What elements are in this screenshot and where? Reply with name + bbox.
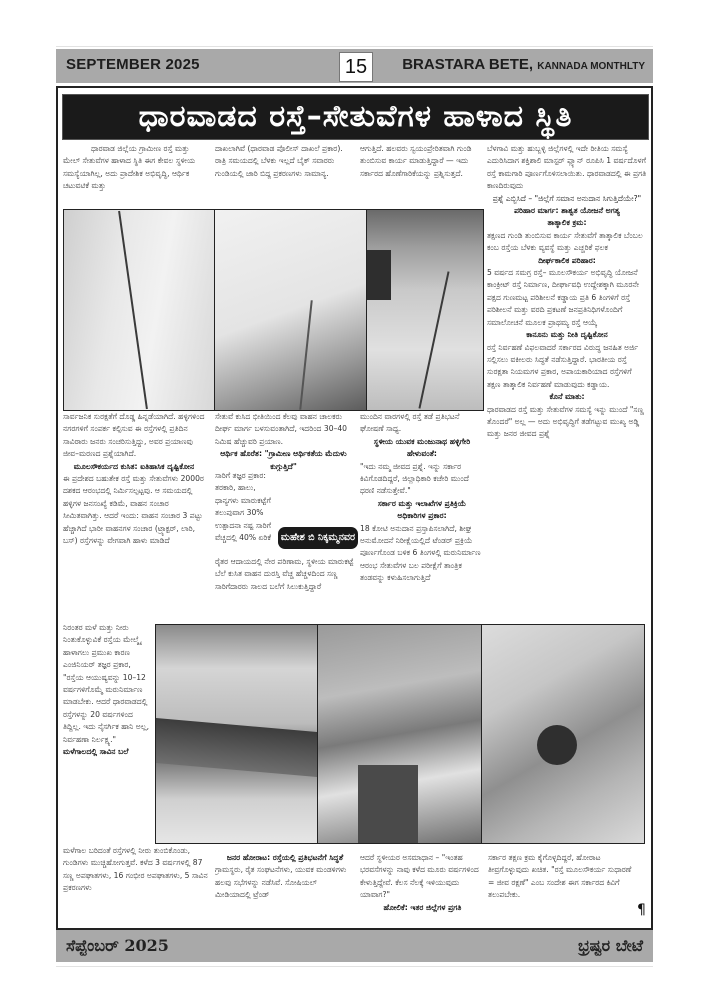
paragraph: ರಸ್ತೆ ನಿರ್ವಹಣೆ ವಿಫಲವಾದರೆ ಸರ್ಕಾರದ ವಿರುದ್ಧ ಜನಹಿತ ಅರ್ಜಿ ಸಲ್ಲಿಸಲು ವಕೀಲರು ಸಿದ್ಧತೆ ನಡೆಸುತ್ತಿದ್ದಾರೆ. ಭಾರತೀಯ ರಸ್ತೆ ಸುರಕ್ಷತಾ ನಿಯಮಗಳ ಪ್ರಕಾರ, ಅಪಾಯಕಾರಿಯಾದ ರಸ್ತೆಗಳಿಗೆ ತಕ್ಷಣ ತಾತ್ಕಾಲಿಕ ನಿರ್ವಹಣೆ ಮಾಡುವುದು ಕಡ್ಡಾಯ. <box>487 342 639 389</box>
paragraph: 18 ಕೋಟಿ ಅನುದಾನ ಪ್ರಸ್ತಾಪಿಸಲಾಗಿದೆ, ಶೀಘ್ರ ಅನುಮೋದನೆ ನಿರೀಕ್ಷೆಯಲ್ಲಿದೆ ಟೆಂಡರ್ ಪ್ರಕ್ರಿಯೆ ಪೂರ್ಣಗೊಂಡ ಬಳಿಕ 6 ತಿಂಗಳಲ್ಲಿ ಮರುನಿರ್ಮಾಣ ಆರಂಭ ಸೇತುವೆಗಳ ಬಲ ಪರೀಕ್ಷೆಗೆ ತಾಂತ್ರಿಕ ತಂಡವನ್ನು ಕಳುಹಿಸಲಾಗುತ್ತಿದೆ <box>360 523 481 583</box>
paragraph: ನಿರಂತರ ಮಳೆ ಮತ್ತು ನೀರು ನಿಂತುಕೊಳ್ಳುವಿಕೆ ರಸ್ತೆಯ ಮೇಲ್ಮೈ ಹಾಳಾಗಲು ಪ್ರಮುಖ ಕಾರಣ <box>63 623 141 657</box>
photo-damaged-road-with-tractor <box>366 209 484 411</box>
subheading-solution: ಪರಿಹಾರ ಮಾರ್ಗ: ಶಾಶ್ವತ ಯೋಜನೆ ಅಗತ್ಯ <box>514 206 620 216</box>
crack-line <box>299 300 312 410</box>
publication-name: BRASTARA BETE, <box>402 56 534 73</box>
subheading-final-word: ಕೊನೆ ಮಾತು: <box>549 392 585 402</box>
paragraph: ತಕ್ಷಣದ ಗುಂಡಿ ತುಂಬಿಸುವ ಕಾರ್ಯ ಸೇತುವೆಗೆ ತಾತ್ಕಾಲಿಕ ಬೆಂಬಲ ಕಂಬ ರಸ್ತೆಯ ಬೆಳಕು ವ್ಯವಸ್ಥೆ ಮತ್ತು ಎಚ್ಚರಿಕೆ ಫಲಕ <box>487 230 643 253</box>
page-number: 15 <box>339 52 373 82</box>
subheading-long-term: ದೀರ್ಘಕಾಲಿಕ ಪರಿಹಾರ: <box>538 255 596 265</box>
column-2-lower <box>215 556 358 618</box>
end-of-article-mark: ¶ <box>637 902 646 918</box>
page-footer <box>56 930 653 962</box>
paragraph: ಗ್ರಾಮಸ್ಥರು, ರೈತ ಸಂಘಟನೆಗಳು, ಯುವಕ ಮಂಡಳಿಗಳು ಹಲವು ಸಭೆಗಳನ್ನು ನಡೆಸಿವೆ. ಸೋಷಿಯಲ್ ಮೀಡಿಯಾದಲ್ಲಿ ಟ್ರೆಂಡ್ <box>215 865 347 900</box>
subheading-peoples-struggle: ಜನರ ಹೋರಾಟ: ರಸ್ತೆಯಲ್ಲಿ ಪ್ರತಿಭಟನೆಗೆ ಸಿದ್ಧತೆ <box>226 853 344 862</box>
paragraph: ಸಾರಿಗೆ ತಜ್ಞರ ಪ್ರಕಾರ: ತರಕಾರಿ, ಹಾಲು, ಧಾನ್ಯಗಳು ಮಾರುಕಟ್ಟೆಗೆ ತಲುಪುವಾಗ 30% ಉತ್ಪಾದನಾ ನಷ್ಟ ಸಾರಿಗೆ ವೆಚ್ಚದಲ್ಲಿ 40% ಏರಿಕೆ <box>215 471 272 543</box>
column-1-intro <box>63 143 205 207</box>
paragraph: ಮಳೆಗಾಲ ಬರಿದಂತೆ ರಸ್ತೆಗಳಲ್ಲಿ ನೀರು ತುಂಬಿಕೊಂಡು, ಗುಂಡಿಗಳು ಮುಚ್ಚಿಹೋಗುತ್ತವೆ. ಕಳೆದ 3 ವರ್ಷಗಳಲ್ಲಿ 87 ಸಣ್ಣ ಅಪಘಾತಗಳು, 16 ಗಂಭೀರ ಅಪಘಾತಗಳು, 5 ಸಾವಿನ ಪ್ರಕರಣಗಳು <box>63 846 208 893</box>
subheading-local-youth: ಸ್ಥಳೀಯ ಯುವಕ ಮಂಜುನಾಥ ಹಳ್ಳಿಗೇರಿ ಹೇಳುವಂತೆ: <box>373 436 471 459</box>
shrub-shape <box>537 725 577 765</box>
subheading-government: ಸರ್ಕಾರ ಮತ್ತು ಇಲಾಖೆಗಳ ಪ್ರತಿಕ್ರಿಯೆ <box>377 498 467 508</box>
tractor-shape <box>367 250 391 300</box>
subheading-rainy-season: ಮಳೆಗಾಲದಲ್ಲಿ ಸಾವಿನ ಬಲೆ <box>63 747 129 757</box>
top-rule <box>56 46 653 47</box>
paragraph: ರೈತರ ಆದಾಯದಲ್ಲಿ ನೇರ ಪರಿಣಾಮ, ಸ್ಥಳೀಯ ಮಾರುಕಟ್ಟೆ ಬೆಲೆ ಕುಸಿತ ವಾಹನ ದುರಸ್ತಿ ವೆಚ್ಚ ಹೆಚ್ಚಳದಿಂದ ಸಣ್ಣ ಸಾರಿಗೆದಾರರು ಸಾಲದ ಬಲೆಗೆ ಸಿಲುಕುತ್ತಿದ್ದಾರೆ <box>215 557 354 591</box>
paragraph: 5 ವರ್ಷದ ಸಮಗ್ರ ರಸ್ತೆ– ಮೂಲಸೌಕರ್ಯ ಅಭಿವೃದ್ಧಿ ಯೋಜನೆ ಕಾಂಕ್ರೀಟ್ ರಸ್ತೆ ನಿರ್ಮಾಣ, ದೀರ್ಘಾವಧಿ ಉದ್ದೇಶಕ್ಕಾಗಿ ಮೂರನೇ ಪಕ್ಷದ ಗುಣಮಟ್ಟ ಪರಿಶೀಲನೆ ಕಡ್ಡಾಯ ಪ್ರತಿ 6 ತಿಂಗಳಿಗೆ ರಸ್ತೆ ಪರಿಶೀಲನೆ ಮತ್ತು ವರದಿ ಪ್ರಕಟಣೆ ಜನಪ್ರತಿನಿಧಿಗಳೊಂದಿಗೆ ಸಮಾಲೋಚನೆ ಮೂಲಕ ಪ್ರಾಥಮ್ಯ ರಸ್ತೆ ಆಯ್ಕೆ <box>487 268 640 327</box>
paragraph: ಈ ಪ್ರದೇಶದ ಬಹುತೇಕ ರಸ್ತೆ ಮತ್ತು ಸೇತುವೆಗಳು 2000ರ ದಶಕದ ಆರಂಭದಲ್ಲಿ ನಿರ್ಮಿಸಲ್ಪಟ್ಟವು. ಆ ಸಮಯದಲ್ಲಿ ಹಳ್ಳಿಗಳ ಜನಸಂಖ್ಯೆ ಕಡಿಮೆ, ವಾಹನ ಸಂಚಾರ ಸೀಮಿತವಾಗಿತ್ತು. ಆದರೆ ಇಂದು: ವಾಹನ ಸಂಚಾರ 3 ಪಟ್ಟು ಹೆಚ್ಚಾಗಿದೆ ಭಾರೀ ವಾಹನಗಳ ಸಂಚಾರ (ಟ್ರ್ಯಾಕ್ಟರ್, ಲಾರಿ, ಬಸ್) ರಸ್ತೆಗಳನ್ನು ವೇಗವಾಗಿ ಹಾಳು ಮಾಡಿದೆ <box>63 474 204 546</box>
article-title: ಧಾರವಾಡದ ರಸ್ತೆ–ಸೇತುವೆಗಳ ಹಾಳಾದ ಸ್ಥಿತಿ <box>62 94 649 140</box>
subheading-economic: ಆರ್ಥಿಕ ಹೊರೆತ: "ಗ್ರಾಮೀಣ ಆರ್ಥಿಕತೆಯ ಮೆದುಳು ಕುಗ್ಗುತ್ತಿದೆ" <box>220 449 347 471</box>
subheading-temporary: ತಾತ್ಕಾಲಿಕ ಕ್ರಮ: <box>547 218 587 228</box>
column-2-bottom <box>215 852 355 922</box>
header-publication <box>402 56 645 73</box>
subheading-comparison: ಹೋಲಿಕೆ: ಇತರ ಜಿಲ್ಲೆಗಳ ಪ್ರಗತಿ <box>383 902 462 912</box>
footer-month: ಸೆಪ್ಟೆಂಬರ್ 2025 <box>66 936 169 955</box>
column-1-middle <box>63 411 205 621</box>
paragraph: ಸರ್ಕಾರ ತಕ್ಷಣ ಕ್ರಮ ಕೈಗೊಳ್ಳದಿದ್ದರೆ, ಹೋರಾಟ ತೀವ್ರಗೊಳ್ಳುವುದು ಖಚಿತ. "ರಸ್ತೆ ಮೂಲಸೌಕರ್ಯ ಸುಧಾರಣೆ = ಜೀವ ರಕ್ಷಣೆ" ಎಂಬ ಸಂದೇಶ ಈಗ ಸರ್ಕಾರದ ಕಿವಿಗೆ ತಲುಪಬೇಕು. <box>488 853 632 900</box>
header-month: SEPTEMBER 2025 <box>66 56 200 73</box>
crack-line <box>418 271 449 408</box>
quote: "ಇದು ನಮ್ಮ ಜೀವದ ಪ್ರಶ್ನೆ. ಇನ್ನು ಸರ್ಕಾರ ಕಿವಿಗೊಡದಿದ್ದರೆ, ಜಿಲ್ಲಾಧಿಕಾರಿ ಕಚೇರಿ ಮುಂದೆ ಧರಣಿ ನಡೆಸುತ್ತೇವೆ." <box>360 461 469 496</box>
photo-road-with-overgrown-grass <box>155 624 318 844</box>
page-header <box>56 49 653 83</box>
photo-cracked-concrete-road <box>214 209 367 411</box>
paragraph: ಆದರೆ ಸ್ಥಳೀಯರ ಅಸಮಾಧಾನ – "ಇಂತಹ ಭರವಸೆಗಳನ್ನು ನಾವು ಕಳೆದ ಮೂರು ವರ್ಷಗಳಿಂದ ಕೇಳುತ್ತಿದ್ದೇವೆ. ಕೆಲಸ ನೆಲಕ್ಕೆ ಇಳಿಯುವುದು ಯಾವಾಗ?" <box>360 853 479 900</box>
column-1-bottom <box>63 845 211 921</box>
bottom-rule <box>56 966 653 967</box>
author-byline: ಮಹೇಶ ಬಿ ನಿಕ್ಕಮ್ಮನವರ <box>278 527 358 549</box>
paragraph: ಎಂಜಿನಿಯರ್ ತಜ್ಞರ ಪ್ರಕಾರ, "ರಸ್ತೆಯ ಆಯುಷ್ಯವನ್ನು 10–12 ವರ್ಷಗಳಿಗೊಮ್ಮೆ ಮರುನಿರ್ಮಾಣ ಮಾಡಬೇಕು. ಆದರೆ ಧಾರವಾಡದಲ್ಲಿ ರಸ್ತೆಗಳನ್ನು 20 ವರ್ಷಗಳಿಂದ ತಿದ್ದಿಲ್ಲ. ಇದು ನೈಸರ್ಗಿಕ ಹಾನಿ ಅಲ್ಲ, ನಿರ್ವಹಣಾ ನಿರ್ಲಕ್ಷ್ಯ." <box>63 660 150 744</box>
column-3-bottom <box>360 852 485 922</box>
paragraph: ಬೆಳಗಾವಿ ಮತ್ತು ಹುಬ್ಬಳ್ಳಿ ಜಿಲ್ಲೆಗಳಲ್ಲಿ ಇದೇ ರೀತಿಯ ಸಮಸ್ಯೆ ಎದುರಿಸಿದಾಗ ಶಕ್ತಿಶಾಲಿ ಮಾಸ್ಟರ್ ಪ್ಲ್ಯಾನ್ ರೂಪಿಸಿ 1 ವರ್ಷದೊಳಗೆ ರಸ್ತೆ ಕಾಮಗಾರಿ ಪೂರ್ಣಗೊಳಿಸಲಾಯಿತು. ಧಾರವಾಡದಲ್ಲಿ ಈ ಪ್ರಗತಿ ಕಾಣದಿರುವುದು <box>487 144 647 191</box>
paragraph: ಧಾರವಾಡ ಜಿಲ್ಲೆಯ ಗ್ರಾಮೀಣ ರಸ್ತೆ ಮತ್ತು ಮೇಲ್ ಸೇತುವೆಗಳ ಹಾಳಾದ ಸ್ಥಿತಿ ಈಗ ಕೇವಲ ಸ್ಥಳೀಯ ಸಮಸ್ಯೆಯಾಗಿಲ್ಲ, ಅದು ಪ್ರಾದೇಶಿಕ ಅಭಿವೃದ್ಧಿ, ಆರ್ಥಿಕ ಚಟುವಟಿಕೆ ಮತ್ತು <box>63 144 196 191</box>
photo-cracked-road-with-shrub <box>481 624 645 844</box>
paragraph: ಆಗುತ್ತಿದೆ. ಹಲವರು ಸ್ವಯಂಪ್ರೇರಿತವಾಗಿ ಗುಂಡಿ ತುಂಬಿಸುವ ಕಾರ್ಯ ಮಾಡುತ್ತಿದ್ದಾರೆ — ಇದು ಸರ್ಕಾರದ ಹೊಣೆಗಾರಿಕೆಯನ್ನು ಪ್ರಶ್ನಿಸುತ್ತದೆ. <box>360 144 472 178</box>
paragraph: ಸಾರ್ವಜನಿಕ ಸುರಕ್ಷತೆಗೆ ದೊಡ್ಡ ಹಿನ್ನಡೆಯಾಗಿದೆ. ಹಳ್ಳಿಗಳಿಂದ ನಗರಗಳಿಗೆ ಸಂಪರ್ಕ ಕಲ್ಪಿಸುವ ಈ ರಸ್ತೆಗಳಲ್ಲಿ ಪ್ರತಿದಿನ ಸಾವಿರಾರು ಜನರು ಸಂಚರಿಸುತ್ತಿದ್ದು, ಅವರ ಪ್ರಯಾಣವು ಜೀವ–ಮರಣದ ಪ್ರಶ್ನೆಯಾಗಿದೆ. <box>63 412 205 459</box>
paragraph: ಧಾರವಾಡದ ರಸ್ತೆ ಮತ್ತು ಸೇತುವೆಗಳ ಸಮಸ್ಯೆ ಇನ್ನು ಮುಂದೆ "ಸಣ್ಣ ತೊಂದರೆ" ಅಲ್ಲ — ಅದು ಅಭಿವೃದ್ಧಿಗೆ ತಡೆಗಟ್ಟುವ ಮುಖ್ಯ ಅಡ್ಡಿ ಮತ್ತು ಜನರ ಜೀವದ ಪ್ರಶ್ನೆ <box>487 404 644 439</box>
column-1-lower <box>63 622 151 844</box>
publication-subtitle: KANNADA MONTHLTY <box>537 61 645 72</box>
column-4-bottom <box>488 852 633 922</box>
column-3-intro <box>360 143 482 207</box>
subheading-officials: ಅಧಿಕಾರಿಗಳ ಪ್ರಕಾರ: <box>397 511 447 521</box>
column-2-intro <box>215 143 352 207</box>
column-4 <box>487 143 647 613</box>
grass-strip <box>156 718 317 777</box>
weed-patch <box>358 765 418 843</box>
photo-broken-slab-with-weeds <box>317 624 482 844</box>
crack-line <box>118 211 148 409</box>
footer-publication: ಭ್ರಷ್ಟರ ಬೇಟೆ <box>578 936 643 955</box>
quote: ಪ್ರಶ್ನೆ ಎಬ್ಬಿಸಿದೆ – "ಜಿಲ್ಲೆಗೆ ಸಮಾನ ಅನುದಾನ ಸಿಗುತ್ತಿದೆಯೇ?" <box>492 193 642 203</box>
paragraph: ದಾಖಲಾಗಿವೆ (ಧಾರವಾಡ ಪೊಲೀಸ್ ದಾಖಲೆ ಪ್ರಕಾರ). ರಾತ್ರಿ ಸಮಯದಲ್ಲಿ ಬೆಳಕು ಇಲ್ಲದೆ ಬೈಕ್ ಸವಾರರು ಗುಂಡಿಯಲ್ಲಿ ಜಾರಿ ಬಿದ್ದ ಪ್ರಕರಣಗಳು ಸಾಮಾನ್ಯ. <box>215 144 343 178</box>
subheading-infrastructure: ಮೂಲಸೌಕರ್ಯದ ಕುಸಿತ: ಐತಿಹಾಸಿಕ ದೃಷ್ಟಿಕೋನ <box>73 461 195 471</box>
photo-cracked-road-closeup <box>63 209 215 411</box>
paragraph: ಸೇತುವೆ ಕುಸಿದ ಭೀತಿಯಿಂದ ಕೆಲವು ವಾಹನ ಚಾಲಕರು ದೀರ್ಘ ಮಾರ್ಗ ಬಳಸುವಂತಾಗಿದೆ, ಇದರಿಂದ 30–40 ನಿಮಿಷ ಹೆಚ್ಚುವರಿ ಪ್ರಯಾಣ. <box>215 412 348 446</box>
column-2-stats <box>215 470 275 550</box>
subheading-law-policy: ಕಾನೂನು ಮತ್ತು ನೀತಿ ದೃಷ್ಟಿಕೋನ <box>526 330 608 340</box>
paragraph: ಮುಂದಿನ ವಾರಗಳಲ್ಲಿ ರಸ್ತೆ ತಡೆ ಪ್ರತಿಭಟನೆ ಘೋಷಣೆ ಸಾಧ್ಯ. <box>360 412 460 434</box>
column-3-middle <box>360 411 484 615</box>
